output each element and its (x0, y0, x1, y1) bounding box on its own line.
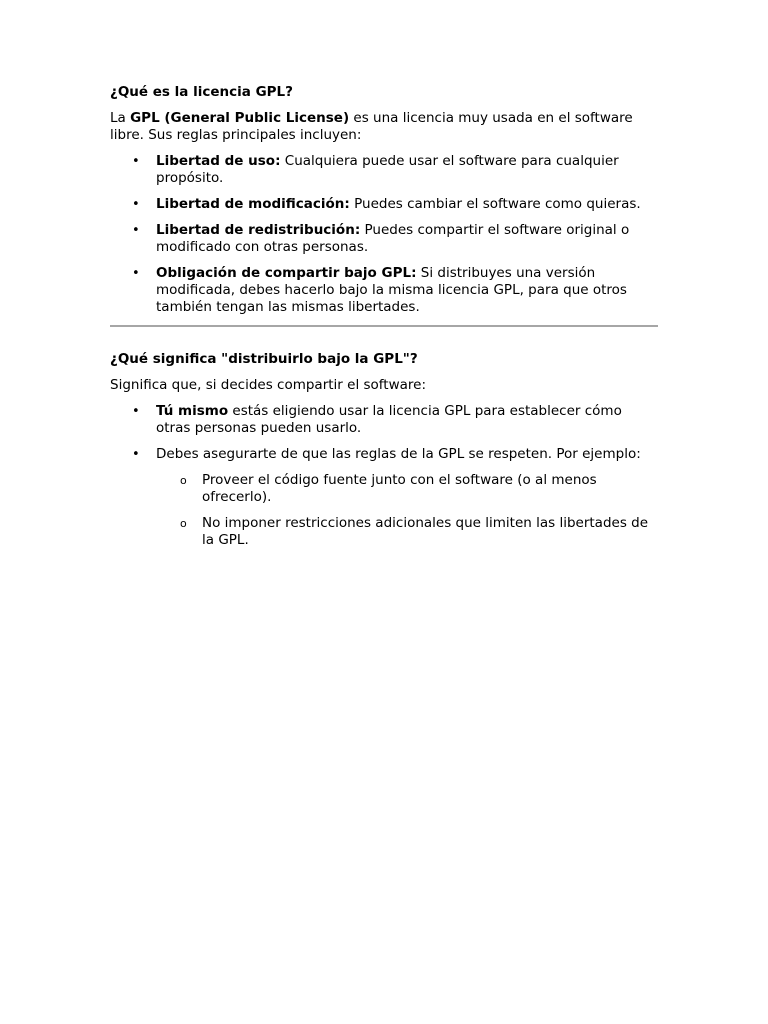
sublist-item (156, 515, 658, 549)
example-sublist (156, 472, 658, 549)
sublist-item-text: No imponer restricciones adicionales que limiten las libertades de la GPL. (202, 515, 649, 548)
sub-bullet-marker: o (180, 474, 187, 487)
list-item-bold: Libertad de uso: (156, 153, 281, 169)
sub-bullet-marker: o (180, 517, 187, 530)
list-item-text: estás eligiendo usar la licencia GPL para establecer cómo otras personas pueden usarlo. (156, 403, 622, 436)
list-item-text: Debes asegurarte de que las reglas de la GPL se respeten. Por ejemplo: (156, 446, 641, 462)
bullet-marker: • (132, 154, 140, 169)
gpl-rules-list (110, 153, 658, 316)
list-item-bold: Obligación de compartir bajo GPL: (156, 265, 417, 281)
section-1-intro (110, 110, 658, 144)
list-item (110, 196, 658, 213)
section-2-intro: Significa que, si decides compartir el software: (110, 377, 427, 393)
intro-bold-term: GPL (General Public License) (130, 110, 350, 126)
intro-prefix: La (110, 110, 131, 126)
list-item (110, 222, 658, 256)
list-item (110, 403, 658, 437)
intro-rest: es una licencia muy usada en el software libre. Sus reglas principales incluyen: (110, 110, 633, 143)
list-item-text: Puedes cambiar el software como quieras. (349, 196, 641, 212)
document-page (110, 84, 658, 558)
list-item-text: Si distribuyes una versión modificada, debes hacerlo bajo la misma licencia GPL, para que otros también tengan las mismas libertades. (156, 265, 627, 315)
sublist-item-text: Proveer el código fuente junto con el software (o al menos ofrecerlo). (202, 472, 597, 505)
section-2-title: ¿Qué significa "distribuirlo bajo la GPL"? (110, 351, 418, 367)
list-item-bold: Libertad de modificación: (156, 196, 350, 212)
bullet-marker: • (132, 197, 140, 212)
bullet-marker: • (132, 223, 140, 238)
sublist-item (156, 472, 658, 506)
bullet-marker: • (132, 266, 140, 281)
bullet-marker: • (132, 404, 140, 419)
distribution-list (110, 403, 658, 549)
bullet-marker: • (132, 447, 140, 462)
list-item (110, 265, 658, 316)
list-item-text: Cualquiera puede usar el software para cualquier propósito. (156, 153, 619, 186)
section-1-title: ¿Qué es la licencia GPL? (110, 84, 293, 100)
list-item (110, 153, 658, 187)
list-item-bold: Tú mismo (156, 403, 229, 419)
section-divider (110, 325, 658, 327)
list-item-text: Puedes compartir el software original o modificado con otras personas. (156, 222, 630, 255)
list-item (110, 446, 658, 549)
list-item-bold: Libertad de redistribución: (156, 222, 361, 238)
